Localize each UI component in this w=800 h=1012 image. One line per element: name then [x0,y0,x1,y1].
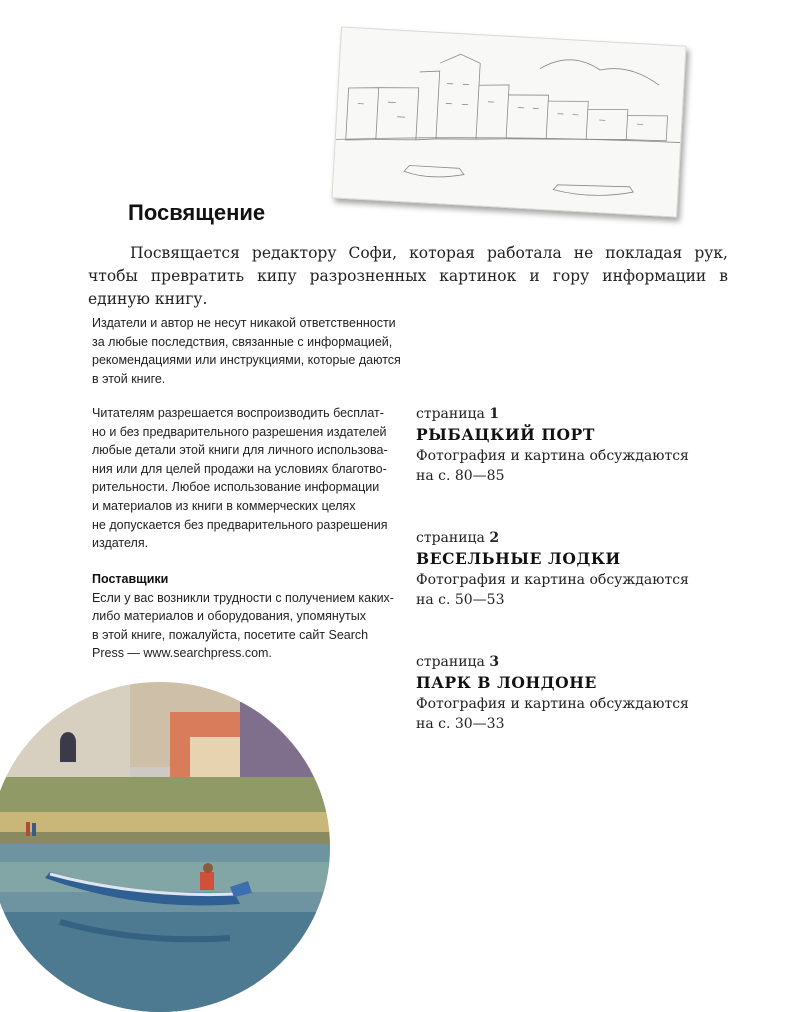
toc-pages: на с. 80—85 [416,468,505,484]
toc-page-ref [416,652,726,672]
notice-line: Издатели и автор не несут никакой ответственности [92,316,396,330]
suppliers-line: Если у вас возникли трудности с получением каких- [92,590,394,605]
toc-page-label: страница [416,406,485,422]
notice-line: не допускается без предварительного разрешения [92,517,388,532]
page-title: Посвящение [128,200,266,225]
suppliers-line: в этой книге, пожалуйста, посетите сайт Search [92,627,369,642]
toc-desc: Фотография и картина обсуждаются [416,696,689,712]
toc-item-2 [416,528,726,610]
copyright-notice [92,404,402,553]
toc-page-number: 1 [489,406,500,422]
toc-page-ref [416,404,726,424]
toc-title: РЫБАЦКИЙ ПОРТ [416,425,596,444]
notice-line: в этой книге. [92,371,166,386]
notice-line: любые детали этой книги для личного использова- [92,443,388,458]
toc-item-3 [416,652,726,734]
toc-desc: Фотография и картина обсуждаются [416,448,689,464]
harbor-boat-painting [0,682,330,1012]
toc-title: ПАРК В ЛОНДОНЕ [416,673,597,692]
suppliers-line: либо материалов и оборудования, упомянутых [92,609,366,624]
toc-pages: на с. 50—53 [416,592,505,608]
notice-line: ния или для целей продажи на условиях благотво- [92,461,387,476]
notice-line: издателя. [92,536,149,551]
toc-title: ВЕСЕЛЬНЫЕ ЛОДКИ [416,549,621,568]
toc-item-1 [416,404,726,486]
toc-desc: Фотография и картина обсуждаются [416,572,689,588]
notice-line: рительности. Любое использование информации [92,480,380,495]
notice-line: и материалов из книги в коммерческих целях [92,498,356,513]
dedication-text: Посвящается редактору Софи, которая работала не покладая рук, чтобы превратить кипу разрозненных картинок и гору информации в единую книгу. [88,244,728,308]
toc-page-number: 2 [489,530,500,546]
pencil-sketch-image [331,26,686,217]
notice-line: за любые последствия, связанные с информацией, [92,334,393,349]
suppliers-line: Press — www.searchpress.com. [92,646,272,661]
watercolor-painting-image [0,682,330,1012]
toc-page-label: страница [416,530,485,546]
harbor-sketch-drawing [333,28,686,217]
toc-page-label: страница [416,654,485,670]
toc-page-ref [416,528,726,548]
notice-line: Читателям разрешается воспроизводить бесплат- [92,406,384,420]
suppliers-section [92,570,404,663]
suppliers-heading: Поставщики [92,572,169,586]
liability-notice [92,314,402,388]
notice-line: рекомендациями или инструкциями, которые даются [92,353,401,368]
toc-pages: на с. 30—33 [416,716,505,732]
notice-line: но и без предварительного разрешения издателей [92,424,387,439]
toc-page-number: 3 [489,654,500,670]
